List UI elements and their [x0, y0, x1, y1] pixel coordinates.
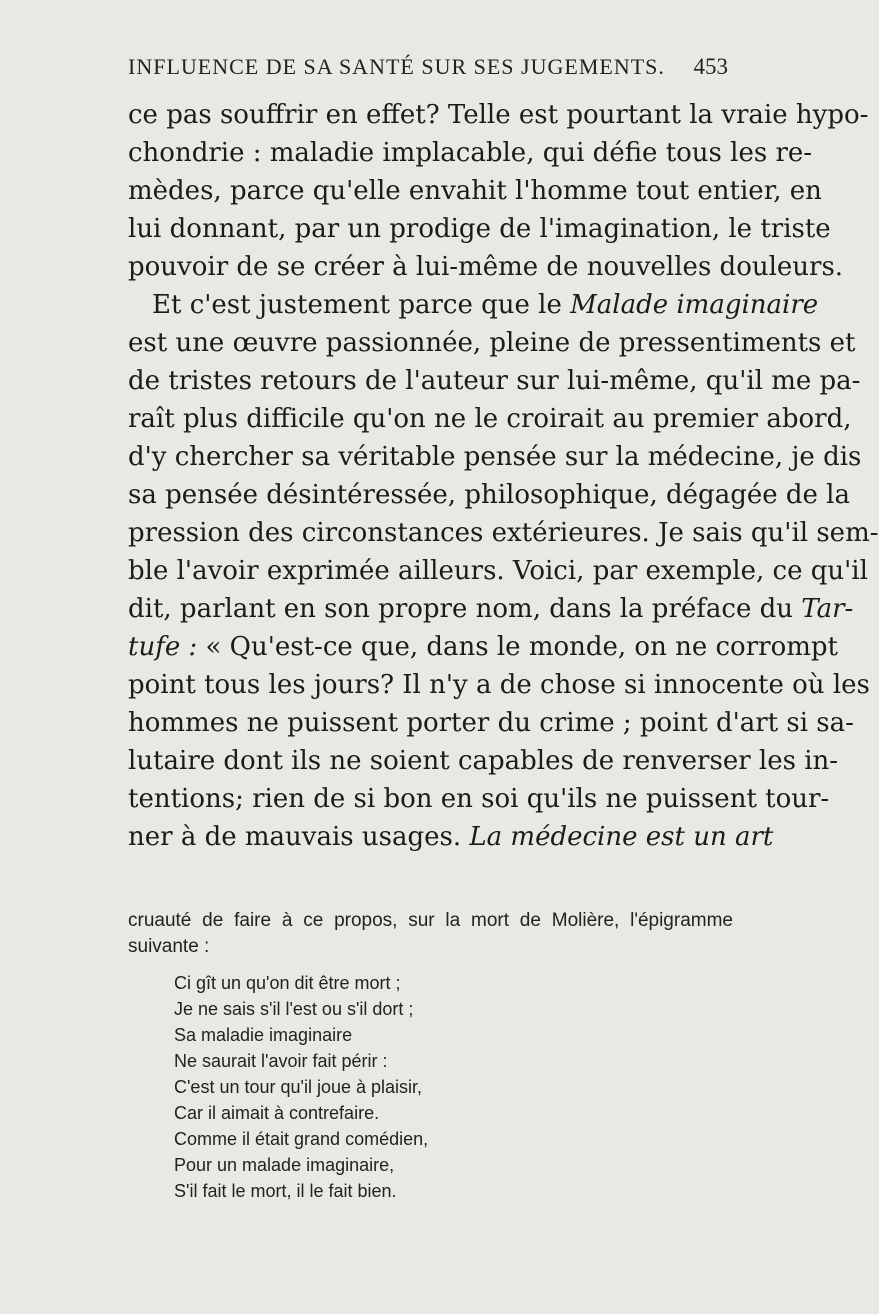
- verse-line: Je ne sais s'il l'est ou s'il dort ;: [174, 999, 414, 1019]
- text-fragment: Et c'est justement parce que le: [152, 290, 571, 320]
- page-number: 453: [693, 54, 728, 79]
- text-line: raît plus difficile qu'on ne le croirait au premier abord,: [128, 404, 852, 434]
- footnote: [128, 908, 733, 960]
- text-line: de tristes retours de l'auteur sur lui-même, qu'il me pa-: [128, 366, 861, 396]
- play-title-tartufe-end: tufe :: [128, 632, 198, 662]
- text-line: [128, 818, 774, 856]
- verse-line: Ci gît un qu'on dit être mort ;: [174, 973, 401, 993]
- text-fragment: ner à de mauvais usages.: [128, 822, 470, 852]
- text-fragment: dit, parlant en son propre nom, dans la préface du: [128, 594, 802, 624]
- italic-phrase: La médecine est un art: [469, 822, 774, 852]
- epigram-verse: [174, 970, 428, 1204]
- verse-line: Car il aimait à contrefaire.: [174, 1103, 380, 1123]
- text-line: ble l'avoir exprimée ailleurs. Voici, par exemple, ce qu'il: [128, 556, 868, 586]
- main-text: [128, 96, 879, 856]
- verse-line: Ne saurait l'avoir fait périr :: [174, 1051, 388, 1071]
- text-line: lutaire dont ils ne soient capables de renverser les in-: [128, 746, 839, 776]
- footnote-line: suivante :: [128, 936, 210, 957]
- verse-line: C'est un tour qu'il joue à plaisir,: [174, 1077, 423, 1097]
- text-line: pouvoir de se créer à lui-même de nouvelles douleurs.: [128, 252, 844, 282]
- text-line: d'y chercher sa véritable pensée sur la médecine, je dis: [128, 442, 862, 472]
- footnote-line: cruauté de faire à ce propos, sur la mort de Molière, l'épigramme: [128, 910, 733, 931]
- verse-line: S'il fait le mort, il le fait bien.: [174, 1181, 397, 1201]
- text-line: mèdes, parce qu'elle envahit l'homme tout entier, en: [128, 176, 822, 206]
- verse-line: Sa maladie imaginaire: [174, 1025, 353, 1045]
- text-line: point tous les jours? Il n'y a de chose si innocente où les: [128, 670, 870, 700]
- play-title-tartufe-start: Tar-: [801, 594, 854, 624]
- text-line: lui donnant, par un prodige de l'imagination, le triste: [128, 214, 831, 244]
- text-fragment: « Qu'est-ce que, dans le monde, on ne corrompt: [197, 632, 838, 662]
- text-line: hommes ne puissent porter du crime ; point d'art si sa-: [128, 708, 854, 738]
- text-line: sa pensée désintéressée, philosophique, dégagée de la: [128, 480, 850, 510]
- page-header: [128, 54, 728, 94]
- text-line: [128, 628, 838, 666]
- text-line: est une œuvre passionnée, pleine de pressentiments et: [128, 328, 856, 358]
- text-line: pression des circonstances extérieures. Je sais qu'il sem-: [128, 518, 879, 548]
- running-head: INFLUENCE DE SA SANTÉ SUR SES JUGEMENTS.: [128, 54, 665, 79]
- text-line: [128, 590, 854, 628]
- text-line: ce pas souffrir en effet? Telle est pourtant la vraie hypo-: [128, 100, 869, 130]
- text-line: chondrie : maladie implacable, qui défie tous les re-: [128, 138, 813, 168]
- text-line: [128, 286, 819, 324]
- play-title-malade: Malade imaginaire: [570, 290, 819, 320]
- verse-line: Pour un malade imaginaire,: [174, 1155, 395, 1175]
- text-line: tentions; rien de si bon en soi qu'ils ne puissent tour-: [128, 784, 830, 814]
- verse-line: Comme il était grand comédien,: [174, 1129, 429, 1149]
